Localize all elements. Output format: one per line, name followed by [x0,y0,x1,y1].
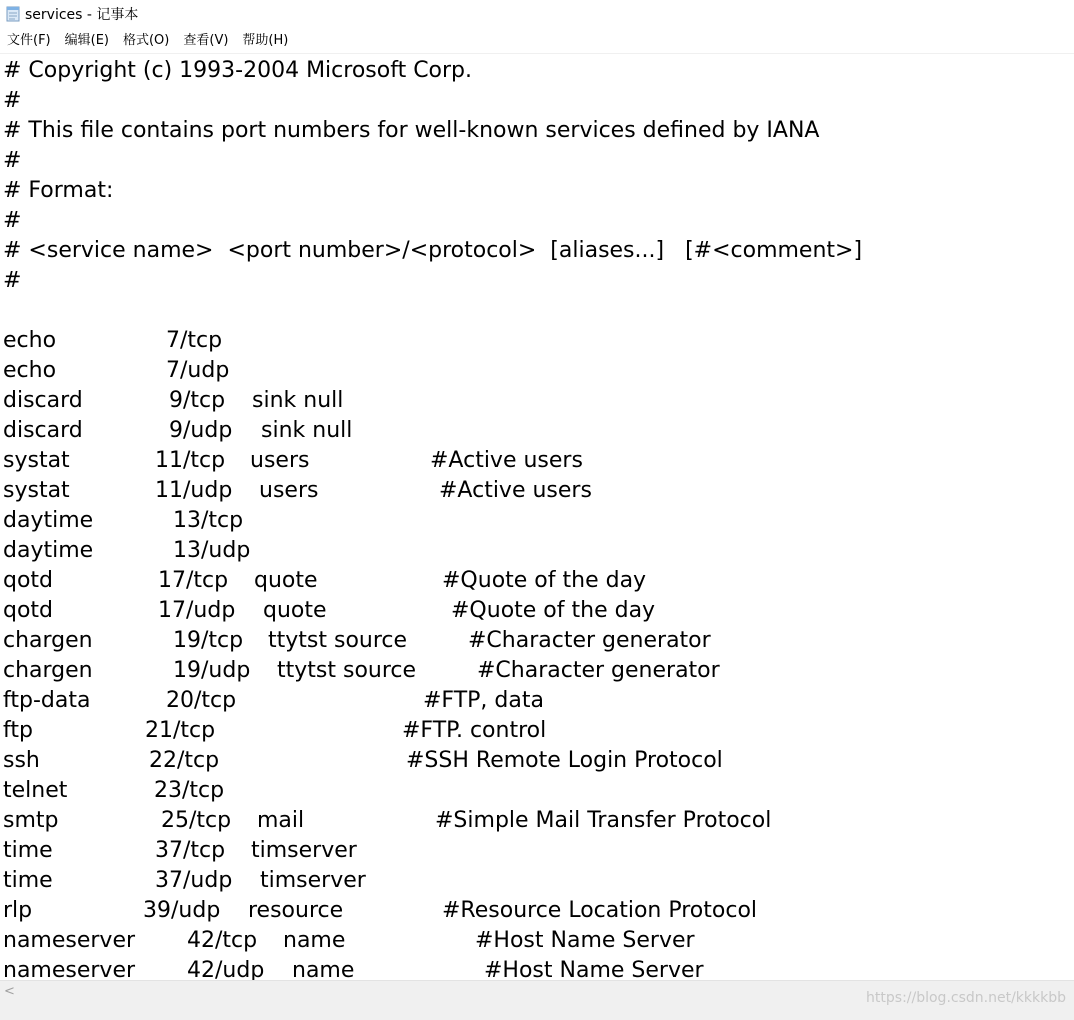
port-protocol: 39/udp [143,898,221,923]
port-protocol: 9/tcp [169,388,226,413]
service-name: nameserver [3,958,136,980]
port-protocol: 11/tcp [155,448,226,473]
service-aliases: resource [248,898,344,923]
service-name: daytime [3,508,94,533]
port-protocol: 25/tcp [161,808,232,833]
header-line: # [3,208,22,233]
service-entry-line [3,836,1063,866]
service-aliases: quote [254,568,318,593]
window-title: services - 记事本 [25,7,139,23]
header-line: # [3,148,22,173]
service-name: rlp [3,898,33,923]
service-entry-line [3,566,1063,596]
port-protocol: 42/tcp [187,928,258,953]
service-comment: #Character generator [477,658,720,683]
port-protocol: 37/tcp [155,838,226,863]
service-name: discard [3,388,83,413]
service-name: qotd [3,568,54,593]
service-comment: #Simple Mail Transfer Protocol [435,808,772,833]
title-bar[interactable] [0,0,1074,28]
service-aliases: quote [263,598,327,623]
service-aliases: mail [257,808,305,833]
port-protocol: 19/udp [173,658,251,683]
port-protocol: 9/udp [169,418,233,443]
port-protocol: 37/udp [155,868,233,893]
service-comment: #Host Name Server [475,928,695,953]
scroll-left-arrow-icon[interactable]: < [4,984,15,999]
menu-format[interactable]: 格式(O) [122,33,170,48]
service-name: chargen [3,658,93,683]
service-name: systat [3,478,70,503]
service-aliases: ttytst source [277,658,417,683]
service-comment: #Character generator [468,628,711,653]
service-aliases: sink null [252,388,344,413]
notepad-icon [6,6,20,22]
text-editor-area[interactable] [0,54,1074,980]
service-aliases: name [283,928,346,953]
service-name: ftp [3,718,33,743]
service-entry-line [3,656,1063,686]
service-name: time [3,868,53,893]
service-comment: #Quote of the day [442,568,647,593]
watermark-text: https://blog.csdn.net/kkkkbb [866,990,1066,1006]
service-name: time [3,838,53,863]
menu-edit[interactable]: 编辑(E) [64,33,109,48]
service-name: discard [3,418,83,443]
service-aliases: users [259,478,319,503]
service-entry-line [3,386,1063,416]
service-comment: #Resource Location Protocol [442,898,758,923]
port-protocol: 7/udp [166,358,230,383]
service-name: smtp [3,808,59,833]
menu-view[interactable]: 查看(V) [183,33,229,48]
service-entry-line [3,746,1063,776]
port-protocol: 22/tcp [149,748,220,773]
port-protocol: 13/tcp [173,508,244,533]
service-entry-line [3,956,1063,980]
menu-file[interactable]: 文件(F) [7,33,51,48]
service-entry-line [3,476,1063,506]
port-protocol: 42/udp [187,958,265,980]
service-comment: #FTP. control [402,718,547,743]
service-aliases: timserver [251,838,357,863]
port-protocol: 11/udp [155,478,233,503]
port-protocol: 19/tcp [173,628,244,653]
service-name: qotd [3,598,54,623]
service-name: ssh [3,748,40,773]
port-protocol: 13/udp [173,538,251,563]
service-entry-line [3,506,1063,536]
service-entry-line [3,926,1063,956]
service-aliases: ttytst source [268,628,408,653]
service-name: echo [3,358,57,383]
port-protocol: 20/tcp [166,688,237,713]
header-line: # [3,88,22,113]
service-aliases: timserver [260,868,366,893]
service-entry-line [3,686,1063,716]
service-name: echo [3,328,57,353]
header-line: # Copyright (c) 1993-2004 Microsoft Corp. [3,58,473,83]
service-name: systat [3,448,70,473]
service-entry-line [3,416,1063,446]
service-comment: #Active users [439,478,592,503]
service-aliases: name [292,958,355,980]
header-line: # [3,268,22,293]
service-aliases: users [250,448,310,473]
menu-help[interactable]: 帮助(H) [242,33,289,48]
service-entry-line [3,806,1063,836]
port-protocol: 21/tcp [145,718,216,743]
port-protocol: 7/tcp [166,328,223,353]
service-entry-line [3,626,1063,656]
service-name: telnet [3,778,68,803]
service-comment: #FTP, data [423,688,544,713]
service-entry-line [3,596,1063,626]
menu-bar [0,28,1074,54]
port-protocol: 17/udp [158,598,236,623]
service-entry-line [3,896,1063,926]
service-name: daytime [3,538,94,563]
service-entry-line [3,446,1063,476]
service-comment: #Quote of the day [451,598,656,623]
service-entry-line [3,356,1063,386]
service-entry-line [3,776,1063,806]
service-name: nameserver [3,928,136,953]
port-protocol: 17/tcp [158,568,229,593]
service-entry-line [3,536,1063,566]
service-entry-line [3,716,1063,746]
service-name: chargen [3,628,93,653]
service-entry-line [3,326,1063,356]
header-line: # <service name> <port number>/<protocol> [aliases...] [#<comment>] [3,238,863,263]
service-comment: #SSH Remote Login Protocol [406,748,723,773]
header-line: # This file contains port numbers for well-known services defined by IANA [3,118,820,143]
service-name: ftp-data [3,688,91,713]
service-entry-line [3,866,1063,896]
port-protocol: 23/tcp [154,778,225,803]
service-comment: #Host Name Server [484,958,704,980]
service-comment: #Active users [430,448,583,473]
header-line: # Format: [3,178,114,203]
service-aliases: sink null [261,418,353,443]
